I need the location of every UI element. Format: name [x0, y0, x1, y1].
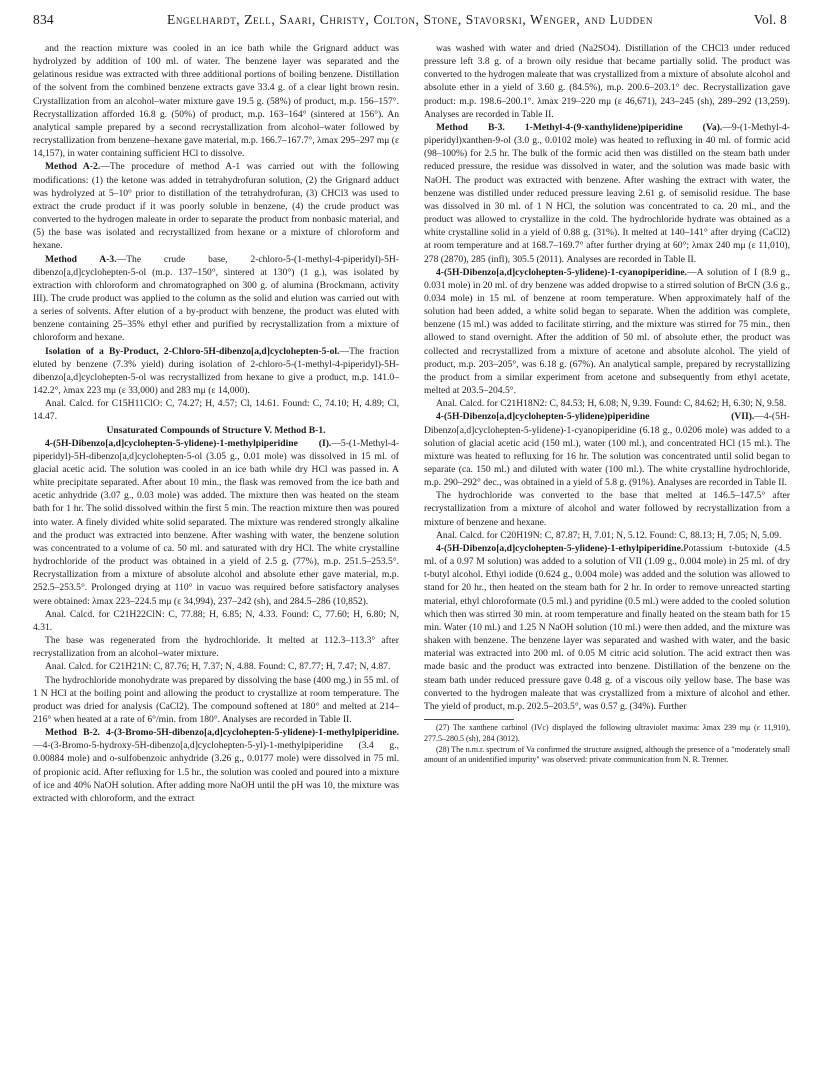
paragraph: [424, 266, 790, 398]
paragraph: [424, 529, 790, 542]
paragraph-heading: Method B-3. 1-Methyl-4-(9-xanthylidene)piperidine (Va).: [436, 121, 723, 133]
paragraph: [33, 253, 399, 345]
paragraph-heading: Method A-2.: [45, 161, 101, 173]
right-column-body: [424, 42, 790, 713]
paragraph-heading: Isolation of a By-Product, 2-Chloro-5H-dibenzo[a,d]cyclohepten-5-ol.: [45, 345, 340, 357]
volume-label: Vol. 8: [753, 12, 787, 27]
paragraph-text: Potassium t-butoxide (4.5 ml. of a 0.97 M solution) was added to a solution of VII (1.09 g., 0.004 mole) in 25 ml. of dry t-butyl alcohol. Ethyl iodide (0.624 g., 0.004 mole) was added and the solution was allowed to stand for 20 hr., then heated on the steam bath for 2 hr. In order to remove unreacted starting material, ethyl chloroformate (0.5 ml.) and pyridine (0.5 ml.) were added to the cooled solution which then was stirred 30 min. at room temperature and finally heated on the steam bath for 15 min. Water (10 ml.) and 1.25 N NaOH solution (10 ml.) were then added, and the mixture was shaken with benzene. The benzene layer was separated and washed with water, and the basic material was extracted into 200 ml. of 0.05 M citric acid solution. The acid extract then was made basic and the product was extracted into benzene. Distillation of the benzene on the steam bath under reduced pressure gave 0.48 g. of a viscous oily yellow base. The base was converted to the hydrogen maleate that was crystallized from a mixture of alcohol and ether. The yield of product, m.p. 202.5–203.5°, was 0.57 g. (34%). Further: [424, 542, 790, 712]
paragraph-text: The base was regenerated from the hydrochloride. It melted at 112.3–113.3° after recrystallization from an alcohol–water mixture.: [33, 635, 399, 660]
paragraph-text: —5-(1-Methyl-4-piperidyl)-5H-dibenzo[a,d]cyclohepten-5-ol (3.05 g., 0.01 mole) was dissolved in 15 ml. of glacial acetic acid. The solution was cooled in an ice bath while dry HCl was passed in. A white precipitate separated. After about 10 min., the flask was removed from the ice bath and acetic anhydride (3.07 g., 0.03 mole) was added. The mixture then was heated on the steam bath for 1 hr. The solid dissolved within the first 5 min. The reaction mixture then was poured into water. A finely divided white solid separated. The mixture was rendered strongly alkaline and the product was extracted into benzene. After washing with water, the benzene solution was concentrated to a volume of ca. 50 ml. and saturated with dry HCl. The white crystalline hydrochloride of the product was obtained in a yield of 2.5 g. (77%), m.p. 251.5–253.5°. Recrystallization from a mixture of absolute alcohol and absolute ether gave material, m.p. 252.5–253.5°. Prolonged drying at 110° in vacuo was required before satisfactory analyses were obtained: λmax 223–224.5 mμ (ε 34,994), 237–242 (sh), and 284.5–286 (10,852).: [33, 437, 399, 607]
paragraph-heading: Method B-2. 4-(3-Bromo-5H-dibenzo[a,d]cyclohepten-5-ylidene)-1-methylpiperidine.: [45, 727, 399, 739]
paragraph-text: Anal. Calcd. for C15H11ClO: C, 74.27; H, 4.57; Cl, 14.61. Found: C, 74.10; H, 4.89; Cl, 14.47.: [33, 398, 399, 423]
paragraph: [33, 437, 399, 608]
paragraph-text: Anal. Calcd. for C21H18N2: C, 84.53; H, 6.08; N, 9.39. Found: C, 84.62; H, 6.30; N, 9.58.: [436, 398, 787, 410]
page-number: 834: [33, 12, 54, 27]
running-authors: Engelhardt, Zell, Saari, Christy, Colton, Stone, Stavorski, Wenger, and Ludden: [167, 12, 653, 27]
paragraph-heading: 4-(5H-Dibenzo[a,d]cyclohepten-5-ylidene)-1-cyanopiperidine.: [436, 266, 688, 278]
paragraph-heading: 4-(5H-Dibenzo[a,d]cyclohepten-5-ylidene)-1-ethylpiperidine.: [436, 542, 684, 554]
paragraph: [424, 489, 790, 528]
right-column: [424, 42, 790, 766]
paragraph-text: The hydrochloride monohydrate was prepared by dissolving the base (400 mg.) in 55 ml. of 1 N HCl at the boiling point and allowing the product to crystallize at room temperature. The product was dried for analysis (CaCl2). The compound softened at 180° and melted at 214–216° when heated at a rate of 6°/min. from 180°. Analyses are recorded in Table II.: [33, 674, 399, 725]
paragraph-text: —The procedure of method A-1 was carried out with the following modifications: (1) the ketone was added in tetrahydrofuran solution, (2) the Grignard adduct was hydrolyzed at 5–10° prior to distillation of the tetrahydrofuran, (3) CHCl3 was used to extract the crude product if it was poorly soluble in benzene, (4) the crude product was converted to the hydrogen maleate in order to separate the product from nonbasic material, and (5) the base was isolated and recrystallized from hexane or a mixture of chloroform and hexane.: [33, 161, 399, 252]
paragraph-heading: 4-(5H-Dibenzo[a,d]cyclohepten-5-ylidene)-1-methylpiperidine (I).: [45, 437, 332, 449]
paragraph-text: —4-(3-Bromo-5-hydroxy-5H-dibenzo[a,d]cyclohepten-5-yl)-1-methylpiperidine (3.4 g., 0.00884 mole) and o-sulfobenzoic anhydride (3.26 g., 0.0177 mole) were dissolved in 75 ml. of propionic acid. After refluxing for 1.5 hr., the solution was cooled and poured into a mixture of ice and 40% NaOH solution. After adding more NaOH until the pH was 10, the mixture was extracted with chloroform, and the extract: [33, 740, 399, 804]
paragraph: [33, 397, 399, 423]
paragraph: [33, 674, 399, 727]
paragraph-text: —9-(1-Methyl-4-piperidyl)xanthen-9-ol (3.0 g., 0.0102 mole) was heated to refluxing in 40 ml. of formic acid (98–100%) for 2.5 hr. The bulk of the formic acid then was distilled on the steam bath under reduced pressure, the residue was dissolved in water, and the solution was made basic with NaOH. The product was extracted with benzene. After washing the extract with water, the benzene was distilled under reduced pressure leaving 2.61 g. of semisolid residue. The base was dissolved in 30 ml. of 1 N HCl, the solution was concentrated to ca. 20 ml., and the product was allowed to crystallize in the cold. The hydrochloride hydrate was obtained as a white crystalline solid in a yield of 0.88 g. (31%). It melted at 140–141° after drying (CaCl2) at room temperature and at 168.7–169.7° after further drying at 60°; λmax 240 mμ (ε 11,010), 278 (2870), 285 (infl), 305.5 (2011). Analyses are recorded in Table II.: [424, 121, 790, 265]
paragraph: [424, 121, 790, 266]
paragraph: [33, 160, 399, 252]
paragraph: [424, 42, 790, 121]
left-column: [33, 42, 399, 805]
paragraph: [33, 726, 399, 805]
section-heading-text: Unsaturated Compounds of Structure V. Method B-1.: [106, 424, 326, 436]
footnote: (28) The n.m.r. spectrum of Va confirmed the structure assigned, although the presence of a "moderately small amount of an unidentified impurity" was observed: private communication from N. R. Trenner.: [424, 744, 790, 765]
paragraph-text: —The crude base, 2-chloro-5-(1-methyl-4-piperidyl)-5H-dibenzo[a,d]cyclohepten-5-ol (m.p. 137–150°, sintered at 130°) (1 g.), was isolated by extraction with chloroform and chromatographed on 300 g. of alumina (Brockmann, activity III). The crude product was applied to the column as the solid and elution was carried out with a series of solvents. After elution of a by-product with benzene, the product was eluted with benzene containing 25–35% ethyl ether and purified by recrystallization from a mixture of chloroform and hexane.: [33, 253, 399, 344]
paragraph: [33, 42, 399, 160]
paragraph: [33, 608, 399, 634]
paragraph-text: Anal. Calcd. for C21H21N: C, 87.76; H, 7.37; N, 4.88. Found: C, 87.77; H, 7.47; N, 4.87.: [45, 661, 391, 673]
paragraph-text: Anal. Calcd. for C20H19N: C, 87.87; H, 7.01; N, 5.12. Found: C, 88.13; H, 7.05; N, 5.09.: [436, 529, 782, 541]
paragraph: [424, 397, 790, 410]
paragraph-text: —A solution of I (8.9 g., 0.031 mole) in 20 ml. of dry benzene was added dropwise to a stirred solution of BrCN (3.6 g., 0.034 mole) in 15 ml. of benzene at room temperature. When approximately half of the solution had been added, a white solid began to separate. When the addition was complete, benzene (15 ml.) was added to facilitate stirring, and the mixture was stirred for 75 min., then allowed to stand overnight. After the addition of 50 ml. of absolute ether, the product was collected and recrystallized from a mixture of acetone and absolute alcohol. The yield of product, m.p. 203–205°, was 6.18 g. (67%). An analytical sample, prepared by recrystallizing the product from a similar experiment from acetone and subsequently from ethyl acetate, melted at 203.5–204.5°.: [424, 266, 790, 397]
paragraph-heading: 4-(5H-Dibenzo[a,d]cyclohepten-5-ylidene)piperidine (VII).: [436, 411, 755, 423]
paragraph-text: —The fraction eluted by benzene (7.3% yield) during isolation of 2-chloro-5-(1-methyl-4-piperidyl)-5H-dibenzo[a,d]cyclohepten-5-ol was recrystallized from hexane to give a product, m.p. 141.0–142.2°, λmax 223 mμ (ε 33,000) and 283 mμ (ε 14,000).: [33, 345, 399, 397]
paragraph: [33, 345, 399, 398]
running-header: [33, 12, 787, 32]
paragraph: [424, 410, 790, 489]
paragraph-text: and the reaction mixture was cooled in an ice bath while the Grignard adduct was hydrolyzed by addition of 100 ml. of water. The benzene layer was separated and the gelatinous residue was extracted with three additional portions of boiling benzene. Distillation of the solvent from the combined benzene extracts gave 33.4 g. of a clear light brown resin. Crystallization from an alcohol–water mixture gave 19.5 g. (58%) of product, m.p. 156–157°. Recrystallization afforded 16.8 g. (50%) of product, m.p. 163–164° (sintered at 156°). An analytical sample prepared by a second recrystallization from alcohol–water followed by recrystallization from benzene–hexane gave material, m.p. 166.7–167.7°, λmax 295–297 mμ (ε 14,157), in water containing sufficient HCl to dissolve.: [33, 43, 399, 160]
section-heading: [33, 424, 399, 437]
paragraph-text: The hydrochloride was converted to the base that melted at 146.5–147.5° after recrystallization from a mixture of alcohol and water followed by recrystallization from a mixture of benzene and hexane.: [424, 490, 790, 528]
paragraph: [33, 634, 399, 660]
paragraph: [424, 542, 790, 713]
footnote: (27) The xanthene carbinol (IVc) displayed the following ultraviolet maxima: λmax 239 mμ (ε 11,910), 277.5–280.5 (sh), 284 (3012).: [424, 722, 790, 743]
paragraph-heading: Method A-3.: [45, 253, 117, 265]
paragraph-text: Anal. Calcd. for C21H22ClN: C, 77.88; H, 6.85; N, 4.33. Found: C, 77.60; H, 6.80; N, 4.31.: [33, 608, 399, 633]
footnotes: [424, 723, 790, 766]
footnote-rule: [424, 719, 514, 720]
paragraph-text: was washed with water and dried (Na2SO4). Distillation of the CHCl3 under reduced pressure left 3.8 g. of a brown oily residue that became partially solid. The product was converted to the hydrogen maleate that was crystallized from a mixture of absolute alcohol and absolute ether in a yield of 3.60 g. (84.5%), m.p. 200.6–203.1° dec. Recrystallization gave product: m.p. 198.6–200.1°. λmax 219–220 mμ (ε 46,671), 243–245 (sh), 289–292 (13,259). Analyses are recorded in Table II.: [424, 43, 790, 120]
paragraph-text: —4-(5H-Dibenzo[a,d]cyclohepten-5-ylidene)-1-cyanopiperidine (6.18 g., 0.0206 mole) was added to a solution of glacial acetic acid (150 ml.), water (100 ml.), and concentrated HCl (15 ml.). The mixture was heated to refluxing for 16 hr. The solution was concentrated until solid began to separate (ca. 150 ml.) and diluted with water (100 ml.). The white crystalline hydrochloride, m.p. 290–292° dec., was obtained in a yield of 5.8 g. (91%). Analyses are recorded in Table II.: [424, 411, 790, 489]
paragraph: [33, 660, 399, 673]
